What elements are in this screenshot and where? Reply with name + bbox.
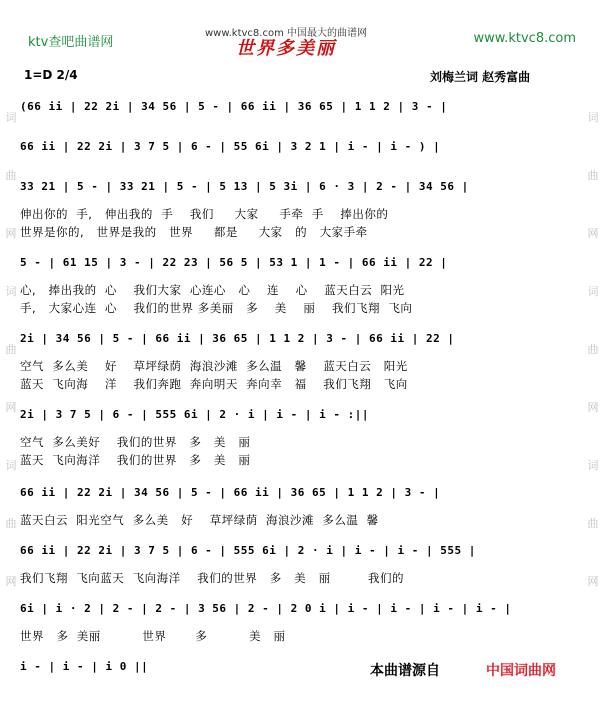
score-notes-line: 66 ii | 22 2i | 3 7 5 | 6 - | 555 6i | 2 · i | i - | i - | 555 | xyxy=(20,544,476,557)
lyrics-line: 蓝天 飞向海 洋 我们奔跑 奔向明天 奔向幸 福 我们飞翔 飞向 xyxy=(20,377,408,391)
lyrics-line: 世界是你的, 世界是我的 世界 都是 大家 的 大家手牵 xyxy=(20,225,368,239)
score-notes-line: 2i | 34 56 | 5 - | 66 ii | 36 65 | 1 1 2 | 3 - | 66 ii | 22 | xyxy=(20,332,455,345)
score-notes-line: 6i | i · 2 | 2 - | 2 - | 3 56 | 2 - | 2 0 i | i - | i - | i - | i - | xyxy=(20,602,512,615)
side-mark: 词 xyxy=(5,285,17,298)
side-mark: 网 xyxy=(587,575,599,588)
side-mark: 网 xyxy=(5,401,17,414)
lyrics-line: 手, 大家心连 心 我们的世界 多美丽 多 美 丽 我们飞翔 飞向 xyxy=(20,301,413,315)
side-mark: 网 xyxy=(587,227,599,240)
lyrics-line: 我们飞翔 飞向蓝天 飞向海洋 我们的世界 多 美 丽 我们的 xyxy=(20,571,405,585)
side-mark: 曲 xyxy=(5,343,17,356)
score-notes-line: 66 ii | 22 2i | 3 7 5 | 6 - | 55 6i | 3 2 1 | i - | i - ) | xyxy=(20,140,441,153)
lyrics-line: 蓝天白云 阳光空气 多么美 好 草坪绿荫 海浪沙滩 多么温 馨 xyxy=(20,513,379,527)
lyrics-line: 空气 多么美 好 草坪绿荫 海浪沙滩 多么温 馨 蓝天白云 阳光 xyxy=(20,359,408,373)
lyrics-line: 世界 多 美丽 世界 多 美 丽 xyxy=(20,629,286,643)
score-notes-line: 66 ii | 22 2i | 34 56 | 5 - | 66 ii | 36 65 | 1 1 2 | 3 - | xyxy=(20,486,441,499)
score-notes-line: 5 - | 61 15 | 3 - | 22 23 | 56 5 | 53 1 | 1 - | 66 ii | 22 | xyxy=(20,256,448,269)
side-mark: 曲 xyxy=(587,169,599,182)
song-title: 世界多美丽 xyxy=(236,38,336,59)
lyrics-line: 伸出你的 手, 伸出我的 手 我们 大家 手牵 手 捧出你的 xyxy=(20,207,389,221)
side-watermark-right xyxy=(584,110,602,632)
side-mark: 曲 xyxy=(587,517,599,530)
score-notes-line: 2i | 3 7 5 | 6 - | 555 6i | 2 · i | i - | i - :|| xyxy=(20,408,370,421)
side-mark: 曲 xyxy=(5,517,17,530)
side-mark: 词 xyxy=(5,459,17,472)
side-mark: 词 xyxy=(587,285,599,298)
score-notes-line: (66 ii | 22 2i | 34 56 | 5 - | 66 ii | 36 65 | 1 1 2 | 3 - | xyxy=(20,100,448,113)
side-watermark-left xyxy=(2,110,20,632)
lyrics-line: 心, 捧出我的 心 我们大家 心连心 心 连 心 蓝天白云 阳光 xyxy=(20,283,405,297)
source-label: 本曲谱源自 xyxy=(370,663,440,679)
site-name-left: ktv查吧曲谱网 xyxy=(28,35,114,50)
side-mark: 词 xyxy=(587,459,599,472)
side-mark: 词 xyxy=(587,111,599,124)
song-credits: 刘梅兰词 赵秀富曲 xyxy=(430,70,531,84)
key-time-signature: 1=D 2/4 xyxy=(24,68,78,82)
side-mark: 网 xyxy=(5,575,17,588)
side-mark: 词 xyxy=(5,111,17,124)
score-notes-line: 33 21 | 5 - | 33 21 | 5 - | 5 13 | 5 3i | 6 · 3 | 2 - | 34 56 | xyxy=(20,180,469,193)
side-mark: 曲 xyxy=(587,343,599,356)
score-notes-line: i - | i - | i 0 || xyxy=(20,660,149,673)
site-tagline: www.ktvc8.com 中国最大的曲谱网 xyxy=(205,28,368,39)
lyrics-line: 空气 多么美好 我们的世界 多 美 丽 xyxy=(20,435,251,449)
side-mark: 网 xyxy=(587,401,599,414)
lyrics-line: 蓝天 飞向海洋 我们的世界 多 美 丽 xyxy=(20,453,251,467)
side-mark: 网 xyxy=(5,227,17,240)
side-mark: 曲 xyxy=(5,169,17,182)
source-site-name: 中国词曲网 xyxy=(486,663,556,679)
site-url-right: www.ktvc8.com xyxy=(473,31,576,46)
